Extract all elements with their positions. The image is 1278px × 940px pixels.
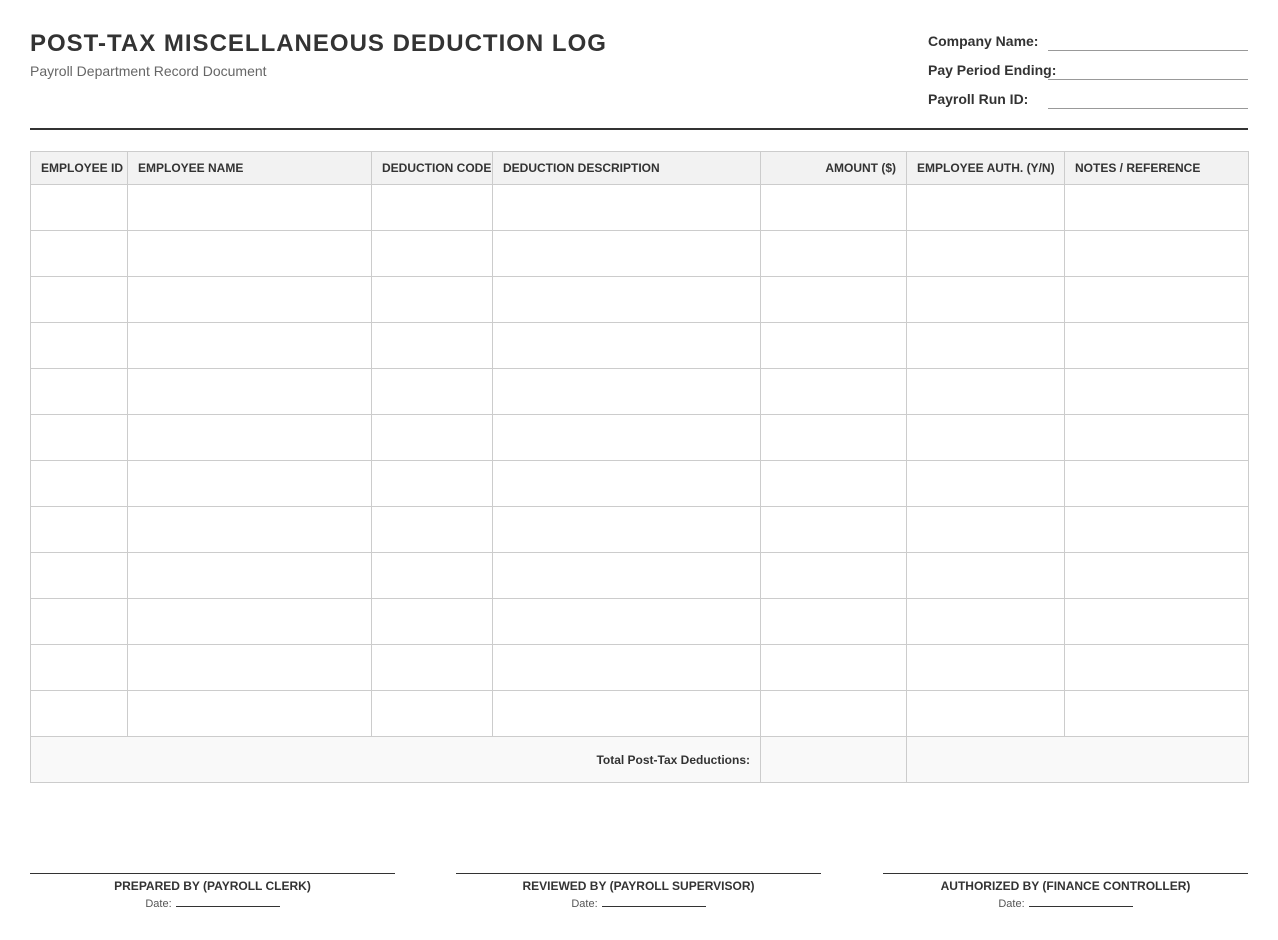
deduction-code-cell[interactable]	[372, 645, 493, 691]
deduction-code-cell[interactable]	[372, 323, 493, 369]
employee-id-cell[interactable]	[31, 507, 128, 553]
notes-cell[interactable]	[1065, 415, 1249, 461]
signature-date-field[interactable]	[1029, 898, 1133, 907]
employee-auth-cell[interactable]	[907, 323, 1065, 369]
employee-name-cell[interactable]	[128, 323, 372, 369]
employee-auth-cell[interactable]	[907, 507, 1065, 553]
table-header-row	[31, 152, 1249, 185]
employee-id-cell[interactable]	[31, 691, 128, 737]
deduction-code-cell[interactable]	[372, 507, 493, 553]
page-title: POST-TAX MISCELLANEOUS DEDUCTION LOG	[30, 30, 607, 57]
employee-id-cell[interactable]	[31, 277, 128, 323]
pay-period-label: Pay Period Ending:	[928, 62, 1057, 78]
header-meta-fields	[928, 30, 1248, 117]
table-row	[31, 691, 1249, 737]
column-header-employee-auth: EMPLOYEE AUTH. (Y/N)	[907, 152, 1065, 185]
notes-cell[interactable]	[1065, 645, 1249, 691]
header-divider	[30, 128, 1248, 130]
amount-cell[interactable]	[761, 323, 907, 369]
signature-date	[883, 898, 1248, 910]
deduction-code-cell[interactable]	[372, 461, 493, 507]
deduction-description-cell[interactable]	[493, 415, 761, 461]
amount-cell[interactable]	[761, 553, 907, 599]
total-remainder-cell	[907, 737, 1249, 783]
column-header-amount: AMOUNT ($)	[761, 152, 907, 185]
notes-cell[interactable]	[1065, 369, 1249, 415]
deduction-description-cell[interactable]	[493, 323, 761, 369]
payroll-run-id-row	[928, 88, 1248, 117]
deduction-code-cell[interactable]	[372, 691, 493, 737]
deduction-code-cell[interactable]	[372, 599, 493, 645]
amount-cell[interactable]	[761, 415, 907, 461]
signature-date	[456, 898, 821, 910]
notes-cell[interactable]	[1065, 599, 1249, 645]
employee-id-cell[interactable]	[31, 645, 128, 691]
table-row	[31, 323, 1249, 369]
deduction-code-cell[interactable]	[372, 277, 493, 323]
payroll-run-id-field[interactable]	[1048, 108, 1248, 109]
deduction-description-cell[interactable]	[493, 599, 761, 645]
employee-id-cell[interactable]	[31, 553, 128, 599]
deduction-description-cell[interactable]	[493, 277, 761, 323]
employee-name-cell[interactable]	[128, 645, 372, 691]
deduction-code-cell[interactable]	[372, 553, 493, 599]
notes-cell[interactable]	[1065, 691, 1249, 737]
signature-role: AUTHORIZED BY (FINANCE CONTROLLER)	[940, 879, 1191, 893]
employee-id-cell[interactable]	[31, 599, 128, 645]
table-row	[31, 599, 1249, 645]
pay-period-field[interactable]	[1048, 79, 1248, 80]
notes-cell[interactable]	[1065, 323, 1249, 369]
employee-auth-cell[interactable]	[907, 415, 1065, 461]
deduction-description-cell[interactable]	[493, 553, 761, 599]
deduction-code-cell[interactable]	[372, 415, 493, 461]
table-row	[31, 507, 1249, 553]
table-row	[31, 461, 1249, 507]
employee-name-cell[interactable]	[128, 461, 372, 507]
signature-prepared-by	[30, 873, 395, 910]
signature-line[interactable]	[30, 873, 395, 874]
employee-name-cell[interactable]	[128, 277, 372, 323]
column-header-notes: NOTES / REFERENCE	[1065, 152, 1249, 185]
employee-id-cell[interactable]	[31, 323, 128, 369]
column-header-deduction-description: DEDUCTION DESCRIPTION	[493, 152, 761, 185]
column-header-employee-id: EMPLOYEE ID	[31, 152, 128, 185]
employee-id-cell[interactable]	[31, 185, 128, 231]
amount-cell[interactable]	[761, 691, 907, 737]
table-row	[31, 277, 1249, 323]
total-label: Total Post-Tax Deductions:	[31, 737, 761, 783]
company-name-label: Company Name:	[928, 33, 1039, 49]
notes-cell[interactable]	[1065, 185, 1249, 231]
deduction-code-cell[interactable]	[372, 185, 493, 231]
amount-cell[interactable]	[761, 599, 907, 645]
deduction-description-cell[interactable]	[493, 691, 761, 737]
signature-line[interactable]	[883, 873, 1248, 874]
table-row	[31, 231, 1249, 277]
employee-auth-cell[interactable]	[907, 277, 1065, 323]
employee-auth-cell[interactable]	[907, 185, 1065, 231]
table-row	[31, 369, 1249, 415]
table-row	[31, 185, 1249, 231]
notes-cell[interactable]	[1065, 507, 1249, 553]
employee-name-cell[interactable]	[128, 599, 372, 645]
signature-date-field[interactable]	[176, 898, 280, 907]
table-row	[31, 553, 1249, 599]
employee-name-cell[interactable]	[128, 185, 372, 231]
total-row	[31, 737, 1249, 783]
deduction-code-cell[interactable]	[372, 369, 493, 415]
deduction-description-cell[interactable]	[493, 461, 761, 507]
employee-auth-cell[interactable]	[907, 691, 1065, 737]
employee-name-cell[interactable]	[128, 507, 372, 553]
amount-cell[interactable]	[761, 507, 907, 553]
notes-cell[interactable]	[1065, 277, 1249, 323]
employee-auth-cell[interactable]	[907, 599, 1065, 645]
payroll-run-id-label: Payroll Run ID:	[928, 91, 1029, 107]
deduction-description-cell[interactable]	[493, 645, 761, 691]
deduction-description-cell[interactable]	[493, 185, 761, 231]
deduction-description-cell[interactable]	[493, 231, 761, 277]
table-row	[31, 645, 1249, 691]
employee-name-cell[interactable]	[128, 369, 372, 415]
deduction-table	[30, 151, 1249, 783]
column-header-employee-name: EMPLOYEE NAME	[128, 152, 372, 185]
amount-cell[interactable]	[761, 277, 907, 323]
signature-date	[30, 898, 395, 910]
employee-id-cell[interactable]	[31, 369, 128, 415]
total-amount-cell[interactable]	[761, 737, 907, 783]
signature-date-label: Date:	[571, 898, 598, 910]
amount-cell[interactable]	[761, 231, 907, 277]
notes-cell[interactable]	[1065, 553, 1249, 599]
column-header-deduction-code: DEDUCTION CODE	[372, 152, 493, 185]
amount-cell[interactable]	[761, 185, 907, 231]
notes-cell[interactable]	[1065, 231, 1249, 277]
signature-role: PREPARED BY (PAYROLL CLERK)	[114, 879, 311, 893]
table-body	[31, 185, 1249, 783]
amount-cell[interactable]	[761, 461, 907, 507]
pay-period-row	[928, 59, 1248, 88]
employee-auth-cell[interactable]	[907, 461, 1065, 507]
employee-auth-cell[interactable]	[907, 645, 1065, 691]
employee-auth-cell[interactable]	[907, 369, 1065, 415]
notes-cell[interactable]	[1065, 461, 1249, 507]
employee-id-cell[interactable]	[31, 231, 128, 277]
employee-auth-cell[interactable]	[907, 231, 1065, 277]
deduction-code-cell[interactable]	[372, 231, 493, 277]
employee-id-cell[interactable]	[31, 461, 128, 507]
amount-cell[interactable]	[761, 369, 907, 415]
signature-date-field[interactable]	[602, 898, 706, 907]
employee-name-cell[interactable]	[128, 415, 372, 461]
deduction-description-cell[interactable]	[493, 369, 761, 415]
signature-line[interactable]	[456, 873, 821, 874]
amount-cell[interactable]	[761, 645, 907, 691]
company-name-row	[928, 30, 1248, 59]
signature-date-label: Date:	[145, 898, 172, 910]
table-row	[31, 415, 1249, 461]
deduction-description-cell[interactable]	[493, 507, 761, 553]
signature-date-label: Date:	[998, 898, 1025, 910]
page-subtitle: Payroll Department Record Document	[30, 63, 267, 79]
employee-id-cell[interactable]	[31, 415, 128, 461]
signature-reviewed-by	[456, 873, 821, 910]
employee-auth-cell[interactable]	[907, 553, 1065, 599]
company-name-field[interactable]	[1048, 50, 1248, 51]
signature-role: REVIEWED BY (PAYROLL SUPERVISOR)	[522, 879, 755, 893]
employee-name-cell[interactable]	[128, 553, 372, 599]
employee-name-cell[interactable]	[128, 231, 372, 277]
employee-name-cell[interactable]	[128, 691, 372, 737]
signature-authorized-by	[883, 873, 1248, 910]
